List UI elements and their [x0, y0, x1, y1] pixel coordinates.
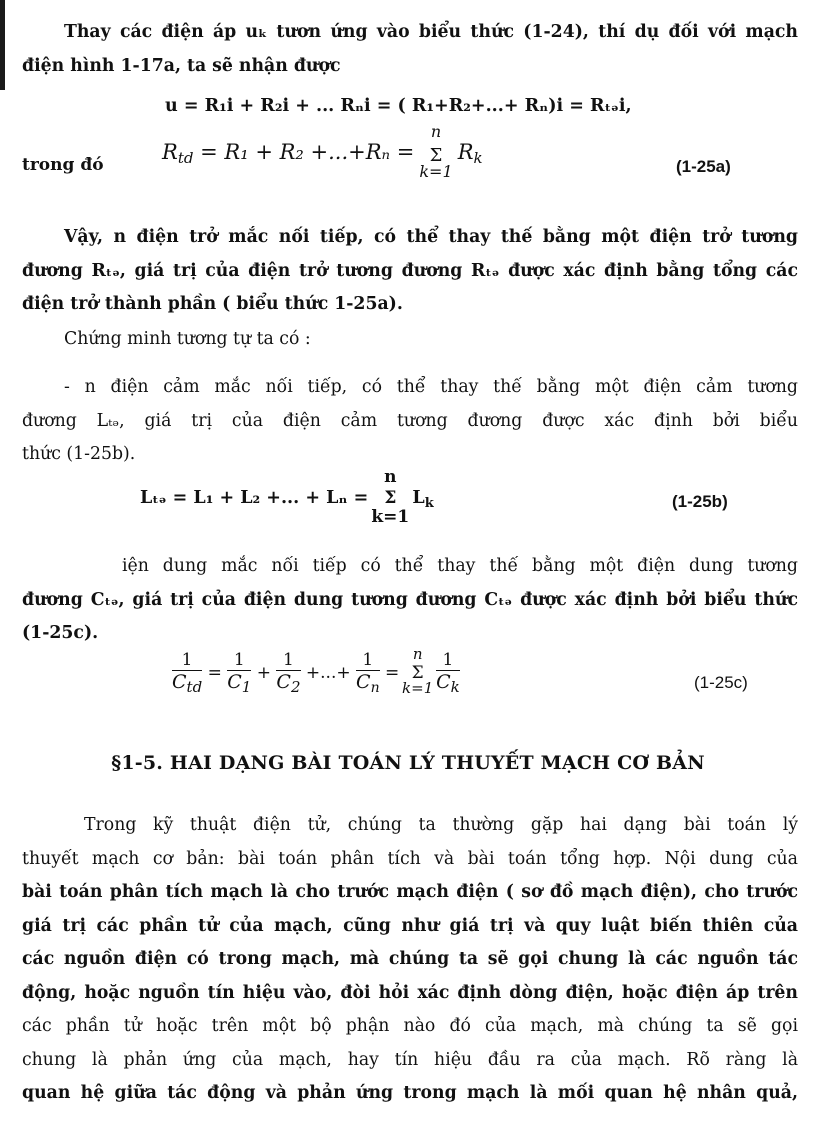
sum-symbol: n Σ k=1	[419, 122, 453, 181]
label-trong-do: trong đó	[22, 155, 104, 175]
text-line: quan hệ giữa tác động và phản ứng trong mạch là mối quan hệ nhân quả,	[22, 1083, 798, 1103]
text-line: đương Cₜₔ, giá trị của điện dung tương đương Cₜₔ được xác định bởi biểu thức	[22, 589, 798, 610]
equation-number: (1-25b)	[672, 492, 728, 511]
eq-rhs: = R₁ + R₂ +...+Rₙ =	[200, 140, 415, 164]
text-line: điện trở thành phần ( biểu thức 1-25a).	[22, 294, 403, 314]
paragraph-intro	[22, 16, 798, 83]
text-line: Thay các điện áp uₖ tươn ứng vào biểu thức (1-24), thí dụ đối với mạch	[64, 22, 798, 42]
text-line: - n điện cảm mắc nối tiếp, có thể thay thế bằng một điện cảm tương	[64, 377, 798, 397]
fraction: $\frac{1}{C_k}$	[436, 650, 460, 696]
sum-bottom: k=1	[371, 507, 410, 527]
paragraph-section-body	[22, 809, 798, 1111]
section-heading: §1-5. HAI DẠNG BÀI TOÁN LÝ THUYẾT MẠCH CƠ BẢN	[111, 752, 705, 774]
equation-number: (1-25c)	[694, 673, 748, 692]
equation-1-25b	[140, 467, 434, 527]
sum-symbol: n Σ k=1	[371, 467, 410, 527]
fraction: $\frac{1}{C_n}$	[356, 650, 380, 696]
eq-lhs: R	[162, 140, 178, 164]
eq-term: R	[457, 140, 474, 164]
sum-symbol: n Σ k=1	[402, 645, 434, 697]
text-line: điện hình 1-17a, ta sẽ nhận được	[22, 55, 341, 76]
eq-term: L	[412, 488, 425, 508]
eq-lhs-sub: td	[177, 149, 194, 167]
paragraph-capacitor	[22, 550, 798, 651]
paragraph-similarly	[64, 323, 764, 357]
fraction: $\frac{1}{C_1}$	[227, 650, 252, 696]
text-line: (1-25c).	[22, 623, 99, 643]
paragraph-inductor	[22, 371, 798, 472]
sum-top: n	[384, 467, 397, 487]
equation-1-25c: $\frac{1}{C_{td}}$ = $\frac{1}{C_1}$ + $\frac{1}{C_2}$ +...+ $\frac{1}{C_n}$ = n Σ k=1 $\frac{1}{C_k}$	[172, 645, 460, 697]
text-line: động, hoặc nguồn tín hiệu vào, đòi hỏi xác định dòng điện, hoặc điện áp trên	[22, 982, 798, 1003]
sum-bottom: k=1	[419, 162, 453, 181]
eq-term-sub: k	[424, 496, 434, 511]
equation-number: (1-25a)	[676, 157, 731, 176]
text-line: thức (1-25b).	[22, 444, 136, 464]
equation-1-25a	[162, 122, 483, 181]
fraction: $\frac{1}{C_{td}}$	[172, 650, 203, 696]
eq-lhs: Lₜₔ = L₁ + L₂ +... + Lₙ =	[140, 488, 369, 508]
text-line: các nguồn điện có trong mạch, mà chúng ta sẽ gọi chung là các nguồn tác	[22, 949, 798, 969]
equation-u: u = R₁i + R₂i + ... Rₙi = ( R₁+R₂+...+ Rₙ)i = Rₜₔi,	[165, 96, 632, 116]
text-line: Vậy, n điện trở mắc nối tiếp, có thể thay thế bằng một điện trở tương	[64, 227, 798, 247]
text-line: đương Lₜₔ, giá trị của điện cảm tương đương được xác định bởi biểu	[22, 410, 798, 431]
text-line: chung là phản ứng của mạch, hay tín hiệu đầu ra của mạch. Rõ ràng là	[22, 1049, 798, 1070]
scan-edge	[0, 0, 5, 90]
text-line: các phần tử hoặc trên một bộ phận nào đó của mạch, mà chúng ta sẽ gọi	[22, 1016, 798, 1036]
fraction: $\frac{1}{C_2}$	[276, 650, 301, 696]
text-line: thuyết mạch cơ bản: bài toán phân tích và bài toán tổng hợp. Nội dung của	[22, 848, 798, 869]
eq-term-sub: k	[473, 149, 483, 167]
sum-top: n	[430, 122, 442, 141]
text-line: Trong kỹ thuật điện tử, chúng ta thường gặp hai dạng bài toán lý	[84, 815, 798, 835]
paragraph-conclusion-resistor	[22, 221, 798, 322]
text-line: iện dung mắc nối tiếp có thể thay thế bằng một điện dung tương	[122, 556, 798, 576]
text-line: bài toán phân tích mạch là cho trước mạch điện ( sơ đồ mạch điện), cho trước	[22, 882, 798, 902]
text-line: Chứng minh tương tự ta có :	[64, 329, 311, 349]
text-line: đương Rₜₔ, giá trị của điện trở tương đương Rₜₔ được xác định bằng tổng các	[22, 260, 798, 281]
text-line: giá trị các phần tử của mạch, cũng như giá trị và quy luật biến thiên của	[22, 915, 798, 936]
